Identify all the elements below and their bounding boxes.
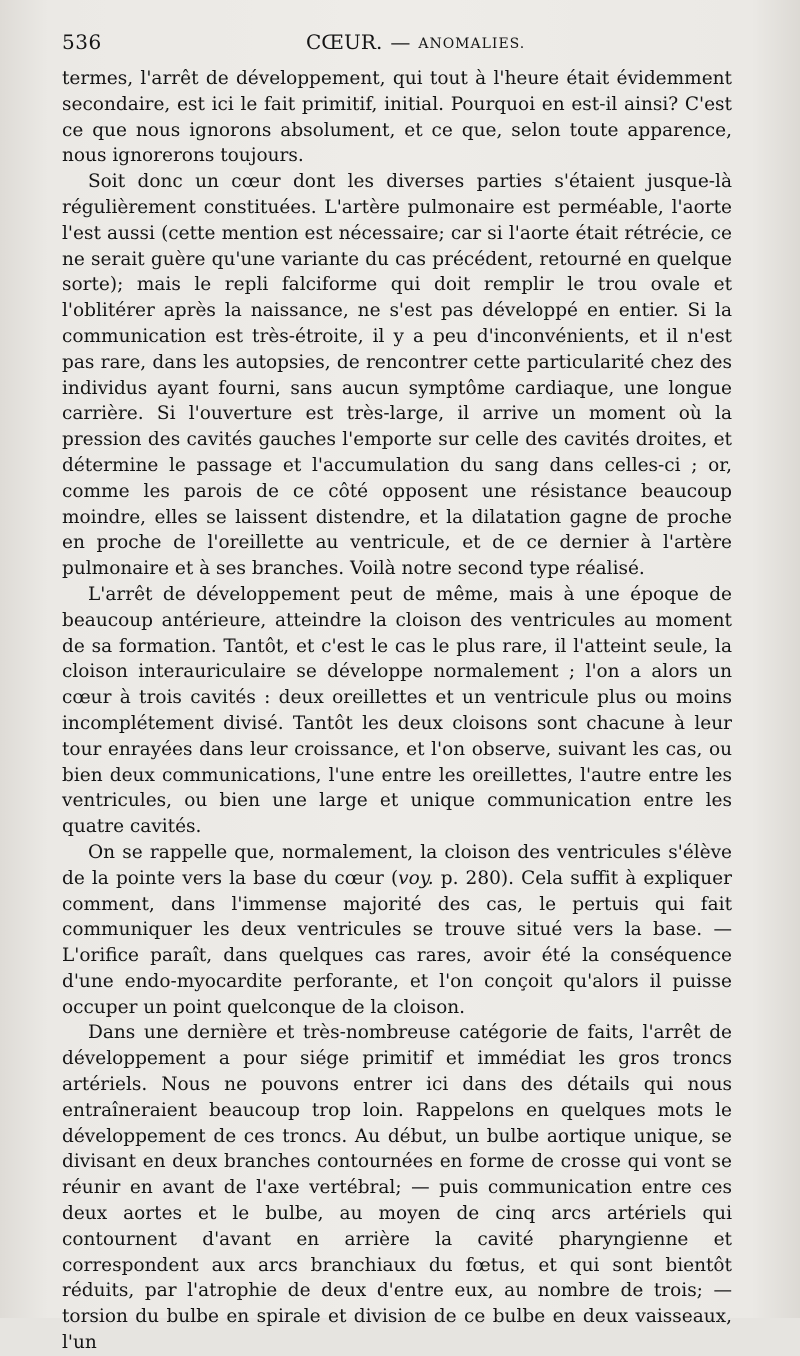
paragraph-text: On se rappelle que, normalement, la cloison des ventricules s'élève de la pointe vers la base du cœur ( bbox=[62, 841, 732, 889]
body-text bbox=[62, 66, 732, 1354]
running-head bbox=[306, 30, 525, 54]
page-number: 536 bbox=[62, 30, 102, 54]
running-head-title: CŒUR. bbox=[306, 30, 383, 54]
running-head-separator: — bbox=[390, 30, 411, 54]
paragraph bbox=[62, 840, 732, 1021]
paragraph-continued: termes, l'arrêt de développement, qui tout à l'heure était évidemment secondaire, est ici le fait primitif, initial. Pourquoi en est-il ainsi? C'est ce que nous ignorons absolument, et ce que, selon toute apparence, nous ignorerons toujours. bbox=[62, 68, 732, 167]
paragraph: Soit donc un cœur dont les diverses parties s'étaient jusque-là régulièrement constituées. L'artère pulmonaire est perméable, l'aorte l'est aussi (cette mention est nécessaire; car si l'aorte était rétrécie, ce ne serait guère qu'une variante du cas précédent, retourné en quelque sorte); mais le repli falciforme qui doit remplir le trou ovale et l'oblitérer après la naissance, ne s'est pas développé en entier. Si la communication est très-étroite, il y a peu d'inconvénients, et il n'est pas rare, dans les autopsies, de rencontrer cette particularité chez des individus ayant fourni, sans aucun symptôme cardiaque, une longue carrière. Si l'ouverture est très-large, il arrive un moment où la pression des cavités gauches l'emporte sur celle des cavités droites, et détermine le passage et l'accumulation du sang dans celles-ci ; or, comme les parois de ce côté opposent une résistance beaucoup moindre, elles se laissent distendre, et la dilatation gagne de proche en proche de l'oreillette au ventricule, et de ce dernier à l'artère pulmonaire et à ses branches. Voilà notre second type réalisé. bbox=[62, 171, 732, 580]
paragraph-italic-ref: voy. bbox=[398, 867, 434, 889]
page-header bbox=[62, 30, 732, 60]
paragraph-text: p. 280). Cela suffit à expliquer comment, dans l'immense majorité des cas, le pertuis qui fait communiquer les deux ventricules se trouve situé vers la base. — L'orifice paraît, dans quelques cas rares, avoir été la conséquence d'une endo-myocardite perforante, et l'on conçoit qu'alors il puisse occuper un point quelconque de la cloison. bbox=[62, 867, 732, 1018]
paragraph: Dans une dernière et très-nombreuse catégorie de faits, l'arrêt de développement a pour siége primitif et immédiat les gros troncs artériels. Nous ne pouvons entrer ici dans des détails qui nous entraîneraient beaucoup trop loin. Rappelons en quelques mots le développement de ces troncs. Au début, un bulbe aortique unique, se divisant en deux branches contournées en forme de crosse qui vont se réunir en avant de l'axe vertébral; — puis communication entre ces deux aortes et le bulbe, au moyen de cinq arcs artériels qui contournent d'avant en arrière la cavité pharyngienne et correspondent aux arcs branchiaux du fœtus, et qui sont bientôt réduits, par l'atrophie de deux d'entre eux, au nombre de trois; — torsion du bulbe en spirale et division de ce bulbe en deux vaisseaux, l'un bbox=[62, 1022, 732, 1354]
paragraph: L'arrêt de développement peut de même, mais à une époque de beaucoup antérieure, atteindre la cloison des ventricules au moment de sa formation. Tantôt, et c'est le cas le plus rare, il l'atteint seule, la cloison interauriculaire se développe normalement ; l'on a alors un cœur à trois cavités : deux oreillettes et un ventricule plus ou moins incomplétement divisé. Tantôt les deux cloisons sont chacune à leur tour enrayées dans leur croissance, et l'on observe, suivant les cas, ou bien deux communications, l'une entre les oreillettes, l'autre entre les ventricules, ou bien une large et unique communication entre les quatre cavités. bbox=[62, 583, 732, 838]
running-head-subtitle: ANOMALIES. bbox=[418, 36, 526, 52]
